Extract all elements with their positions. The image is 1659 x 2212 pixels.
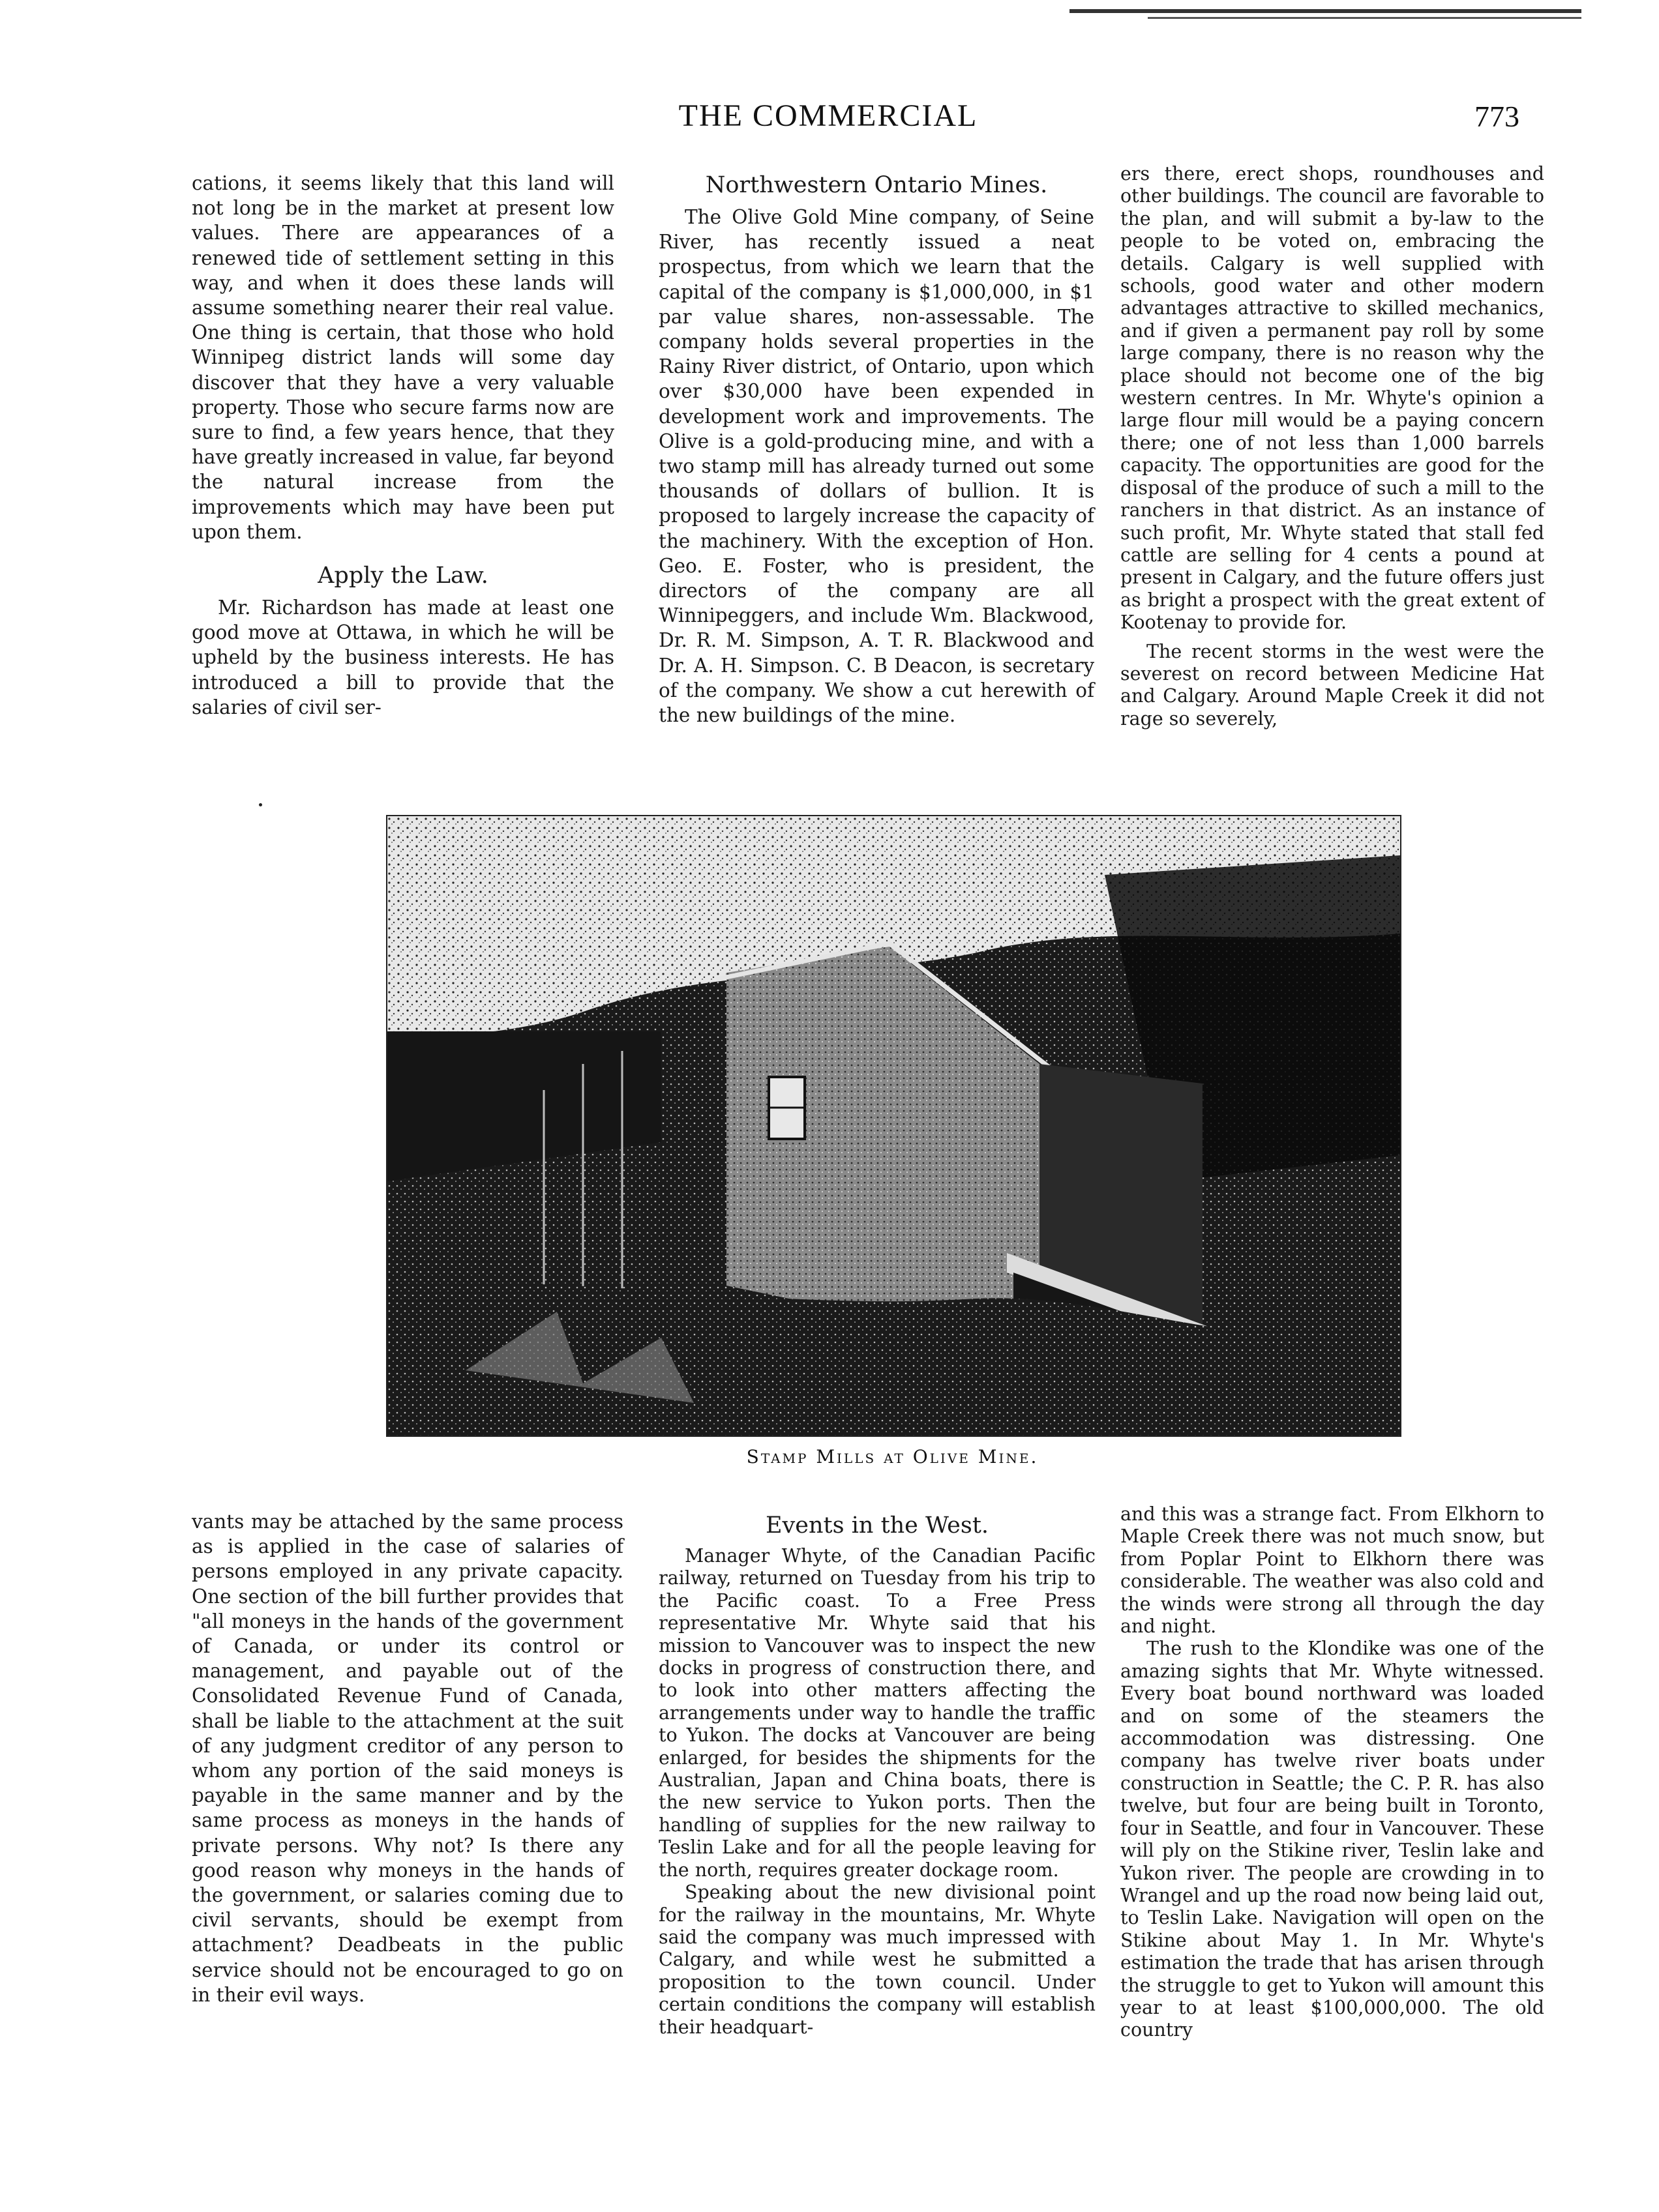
top-column-2 xyxy=(659,171,1094,728)
article-heading: Northwestern Ontario Mines. xyxy=(705,172,1048,198)
article-paragraph: vants may be attached by the same process as is applied in the case of salaries of persons employed in any private capacity. One section of the bill further provides that "all moneys in the hands of the government of Canada, or under its control or management, and payable out of the Consolidated Revenue Fund of Canada, shall be liable to the attachment at the suit of any judgment creditor of any person to whom any portion of the said moneys is payable in the same manner and by the same process as moneys in the hands of private persons. Why not? Is there any good reason why moneys in the hands of the government, or salaries coming due to civil servants, should be exempt from attachment? Deadbeats in the public service should not be encouraged to go on in their evil ways. xyxy=(192,1511,623,2006)
stamp-mill-photograph xyxy=(386,815,1401,1437)
article-paragraph: ers there, erect shops, roundhouses and other buildings. The council are favorable to the plan, and will submit a by-law to the people to be voted on, embracing the details. Calgary is well supplied with schools, good water and other modern advantages attractive to skilled mechanics, and if given a permanent pay roll by some large company, there is no reason why the place should not become one of the big western centres. In Mr. Whyte's opinion a large flour mill would be a paying concern there; one of not less than 1,000 barrels capacity. The opportunities are good for the disposal of the produce of such a mill to the ranchers in that district. As an instance of such profit, Mr. Whyte stated that stall fed cattle are selling for 4 cents a pound at present in Calgary, and the future offers just as bright a prospect with the great extent of Kootenay to provide for. xyxy=(1120,163,1544,634)
bottom-column-2 xyxy=(659,1511,1096,2039)
stamp-mill-illustration xyxy=(387,816,1400,1436)
article-heading: Apply the Law. xyxy=(318,563,488,589)
bottom-column-3 xyxy=(1120,1503,1544,2042)
publication-title: THE COMMERCIAL xyxy=(678,98,978,133)
article-paragraph: The recent storms in the west were the severest on record between Medicine Hat and Calgary. Around Maple Creek it did not rage so severely, xyxy=(1120,640,1544,730)
article-paragraph: Speaking about the new divisional point for the railway in the mountains, Mr. Whyte said the company was much impressed with Calgary, and while west he submitted a proposition to the town council. Under certain conditions the company will establish their headquart- xyxy=(659,1881,1096,2038)
article-paragraph: Manager Whyte, of the Canadian Pacific railway, returned on Tuesday from his trip to the Pacific coast. To a Free Press representative Mr. Whyte said that his mission to Vancouver was to inspect the new docks in progress of construction there, and to look into other matters affecting the arrangements under way to handle the traffic to Yukon. The docks at Vancouver are being enlarged, for besides the shipments for the Australian, Japan and China boats, there is the new service to Yukon ports. Then the handling of supplies for the new railway to Teslin Lake and for all the people leaving for the north, requires greater dockage room. xyxy=(659,1545,1096,1881)
bottom-column-1 xyxy=(192,1509,623,2007)
article-paragraph: The Olive Gold Mine company, of Seine River, has recently issued a neat prospectus, from which we learn that the capital of the company is $1,000,000, in $1 par value shares, non-assessable. The company holds several properties in the Rainy River district, of Ontario, upon which over $30,000 have been expended in development work and improvements. The Olive is a gold-producing mine, and with a two stamp mill has already turned out some thousands of dollars of bullion. It is proposed to largely increase the capacity of the machinery. With the exception of Hon. Geo. E. Foster, who is president, the directors of the company are all Winnipeggers, and include Wm. Blackwood, Dr. R. M. Simpson, A. T. R. Blackwood and Dr. A. H. Simpson. C. B Deacon, is secretary of the company. We show a cut herewith of the new buildings of the mine. xyxy=(659,206,1094,727)
article-heading: Events in the West. xyxy=(765,1512,989,1539)
article-paragraph: cations, it seems likely that this land will not long be in the market at present low values. There are appearances of a renewed tide of settlement setting in this way, and when it does these lands will assume something nearer their real value. One thing is certain, that those who hold Winnipeg district lands will some day discover that they have a very valuable property. Those who secure farms now are sure to find, a few years hence, that they have greatly increased in value, far beyond the natural increase from the improvements which may have been put upon them. xyxy=(192,172,614,543)
header-rule-secondary xyxy=(1148,17,1581,19)
top-column-3 xyxy=(1120,163,1544,730)
article-paragraph: The rush to the Klondike was one of the amazing sights that Mr. Whyte witnessed. Every boat bound northward was loaded and on some of the steamers the accommodation was distressing. One company has twelve river boats under construction in Seattle; the C. P. R. has also twelve, but four are being built in Toronto, four in Seattle, and four in Vancouver. These will ply on the Stikine river, Teslin lake and Yukon river. The people are crowding in to Wrangel and up the road now being laid out, to Teslin Lake. Navigation will open on the Stikine about May 1. In Mr. Whyte's estimation the trade that has arisen through the struggle to get to Yukon will amount this year to at least $100,000,000. The old country xyxy=(1120,1638,1544,2041)
article-paragraph: and this was a strange fact. From Elkhorn to Maple Creek there was not much snow, but from Poplar Point to Elkhorn there was considerable. The weather was also cold and the winds were strong all through the day and night. xyxy=(1120,1503,1544,1638)
figure-caption: Stamp Mills at Olive Mine. xyxy=(746,1446,1039,1467)
top-column-1 xyxy=(192,171,614,720)
header-rule xyxy=(1069,9,1581,13)
article-paragraph: Mr. Richardson has made at least one good move at Ottawa, in which he will be upheld by the business interests. He has introduced a bill to provide that the salaries of civil ser- xyxy=(192,597,614,718)
stray-mark xyxy=(259,803,262,806)
page-number: 773 xyxy=(1474,100,1519,133)
